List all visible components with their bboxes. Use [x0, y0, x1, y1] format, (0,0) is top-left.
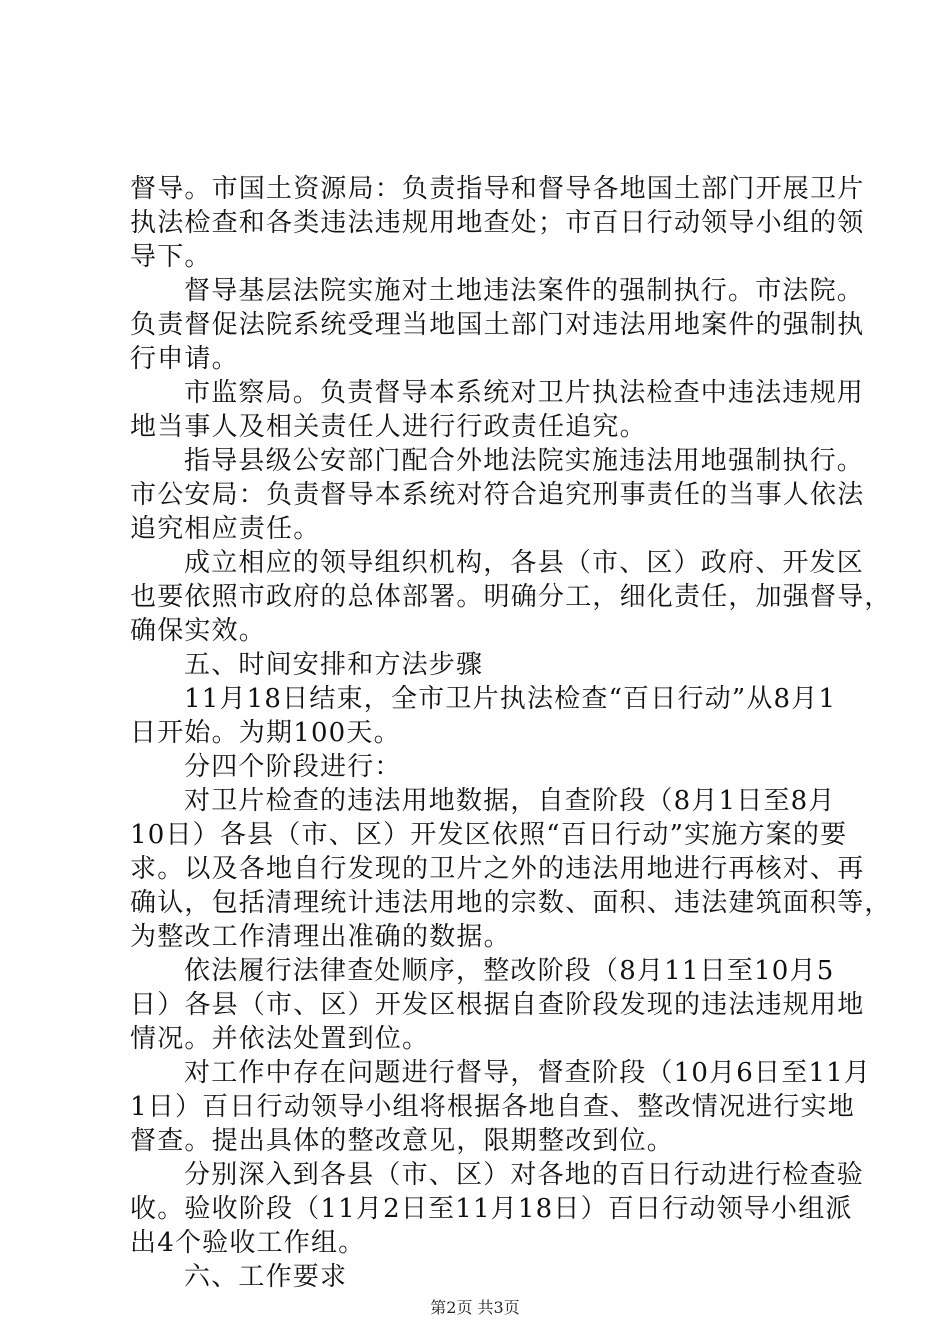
- text-line: 指导县级公安部门配合外地法院实施违法用地强制执行。: [184, 446, 865, 476]
- text-line: 日开始。为期100天。: [130, 718, 401, 748]
- text-line: 情况。并依法处置到位。: [130, 1024, 430, 1054]
- text-line: 日）各县（市、区）开发区根据自查阶段发现的违法违规用地: [130, 990, 865, 1020]
- section-heading: 五、时间安排和方法步骤: [184, 650, 484, 680]
- text-line: 对工作中存在问题进行督导，督查阶段（10月6日至11月: [184, 1058, 872, 1088]
- text-line: 依法履行法律查处顺序，整改阶段（8月11日至10月5: [184, 956, 835, 986]
- text-line: 也要依照市政府的总体部署。明确分工，细化责任，加强督导，: [130, 582, 892, 612]
- text-line: 执法检查和各类违法违规用地查处；市百日行动领导小组的领: [130, 208, 865, 238]
- section-heading: 六、工作要求: [184, 1262, 348, 1292]
- text-line: 确保实效。: [130, 616, 267, 646]
- text-line: 对卫片检查的违法用地数据，自查阶段（8月1日至8月: [184, 786, 836, 816]
- text-line: 追究相应责任。: [130, 514, 321, 544]
- text-line: 督导。市国土资源局：负责指导和督导各地国土部门开展卫片: [130, 174, 865, 204]
- text-line: 为整改工作清理出准确的数据。: [130, 922, 511, 952]
- text-line: 11月18日结束，全市卫片执法检查“百日行动”从8月1: [184, 684, 837, 714]
- text-line: 1日）百日行动领导小组将根据各地自查、整改情况进行实地: [130, 1092, 855, 1122]
- text-line: 地当事人及相关责任人进行行政责任追究。: [130, 412, 647, 442]
- text-line: 导下。: [130, 242, 212, 272]
- text-line: 督导基层法院实施对土地违法案件的强制执行。市法院。: [184, 276, 865, 306]
- text-line: 行申请。: [130, 344, 239, 374]
- text-line: 负责督促法院系统受理当地国土部门对违法用地案件的强制执: [130, 310, 865, 340]
- text-line: 收。验收阶段（11月2日至11月18日）百日行动领导小组派: [130, 1194, 853, 1224]
- text-line: 确认，包括清理统计违法用地的宗数、面积、违法建筑面积等，: [130, 888, 892, 918]
- text-line: 成立相应的领导组织机构，各县（市、区）政府、开发区: [184, 548, 865, 578]
- text-line: 分别深入到各县（市、区）对各地的百日行动进行检查验: [184, 1160, 865, 1190]
- text-line: 督查。提出具体的整改意见，限期整改到位。: [130, 1126, 675, 1156]
- text-line: 求。以及各地自行发现的卫片之外的违法用地进行再核对、再: [130, 854, 865, 884]
- page-number-footer: 第2页 共3页: [430, 1298, 520, 1317]
- text-line: 市公安局：负责督导本系统对符合追究刑事责任的当事人依法: [130, 480, 865, 510]
- text-line: 出4个验收工作组。: [130, 1228, 366, 1258]
- text-line: 市监察局。负责督导本系统对卫片执法检查中违法违规用: [184, 378, 865, 408]
- text-line: 10日）各县（市、区）开发区依照“百日行动”实施方案的要: [130, 820, 848, 850]
- text-line: 分四个阶段进行：: [184, 752, 402, 782]
